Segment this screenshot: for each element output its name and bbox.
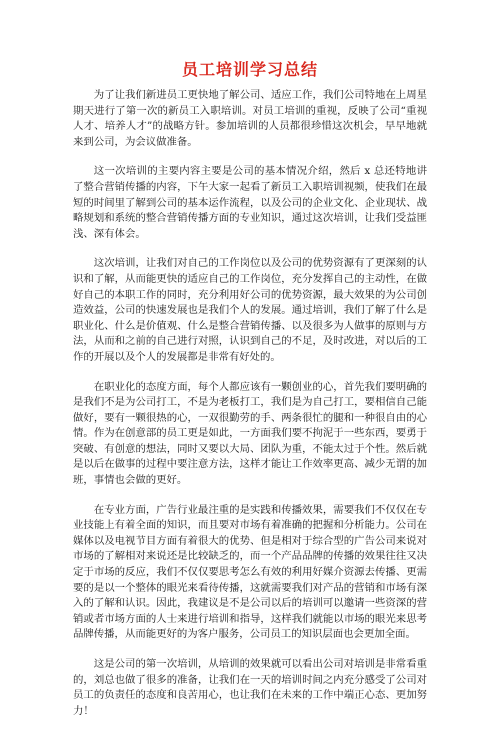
paragraph-job-understanding: 这次培训，让我们对自己的工作岗位以及公司的优势资源有了更深刻的认识和了解，从而能更快的适应自己的工作岗位，充分发挥自己的主动性，在做好自己的本职工作的同时，充分利用好公司的优势资源，最大效果的为公司创造效益，公司的快速发展也是我们个人的发展。通过培训，我们了解了什么是职业化、什么是价值观、什么是整合营销传播、以及很多为人做事的原则与方法，从而和之前的自己进行对照，认识到自己的不足，及时改进，对以后的工作的开展以及个人的发展都是非常有好处的。: [73, 257, 427, 363]
paragraph-intro: 为了让我们新进员工更快地了解公司、适应工作，我们公司特地在上周星期天进行了第一次的新员工入职培训。对员工培训的重视，反映了公司“重视人才、培养人才”的战略方针。参加培训的人员都很珍惜这次机会，早早地就来到公司，为会议做准备。: [73, 89, 427, 148]
document-title: 员工培训学习总结: [181, 60, 318, 79]
paragraph-professional-skills: 在专业方面，广告行业最注重的是实践和传播效果，需要我们不仅仅在专业技能上有着全面的知识，而且要对市场有着准确的把握和分析能力。公司在媒体以及电视节目方面有着很大的优势、但是相对于综合型的广告公司来说对市场的了解相对来说还是比较缺乏的，而一个产品品牌的传播的效果往往又决定于市场的反应，我们不仅仅要思考怎么有效的利用好媒介资源去传播、更需要的是以一个整体的眼光来看待传播，这就需要我们对产品的营销和市场有深入的了解和认识。因此，我建议是不是公司以后的培训可以邀请一些资深的营销或者市场方面的人士来进行培训和指导，这样我们就能以市场的眼光来思考品牌传播，从而能更好的为客户服务，公司员工的知识层面也会更加全面。: [73, 503, 427, 641]
paragraph-training-content: 这一次培训的主要内容主要是公司的基本情况介绍，然后 x 总还特地讲了整合营销传播的内容，下午大家一起看了新员工入职培训视频，使我们在最短的时间里了解到公司的基本运作流程，以及公司的企业文化、企业现状、战略规划和系统的整合营销传播方面的专业知识，通过这次培训，让我们受益匪浅、深有体会。: [73, 165, 427, 240]
document-page: [73, 60, 427, 733]
paragraph-professional-attitude: 在职业化的态度方面，每个人都应该有一颗创业的心，首先我们要明确的是我们不是为公司打工，不是为老板打工，我们是为自己打工，要相信自己能做好，要有一颗很热的心，一双很勤劳的手、两条很忙的腿和一种很自由的心情。作为在创意部的员工更是如此，一方面我们要不拘泥于一些东西，要勇于突破、有创意的想法，同时又要以大局、团队为重，不能太过于个性。然后就是以后在做事的过程中要注意方法，这样才能让工作效率更高、减少无谓的加班，事情也会做的更好。: [73, 380, 427, 487]
paragraph-conclusion: 这是公司的第一次培训，从培训的效果就可以看出公司对培训是非常看重的，刘总也做了很多的准备，让我们在一天的培训时间之内充分感受了公司对员工的负责任的态度和良苦用心，也让我们在未来的工作中端正心态、更加努力！: [73, 658, 427, 717]
